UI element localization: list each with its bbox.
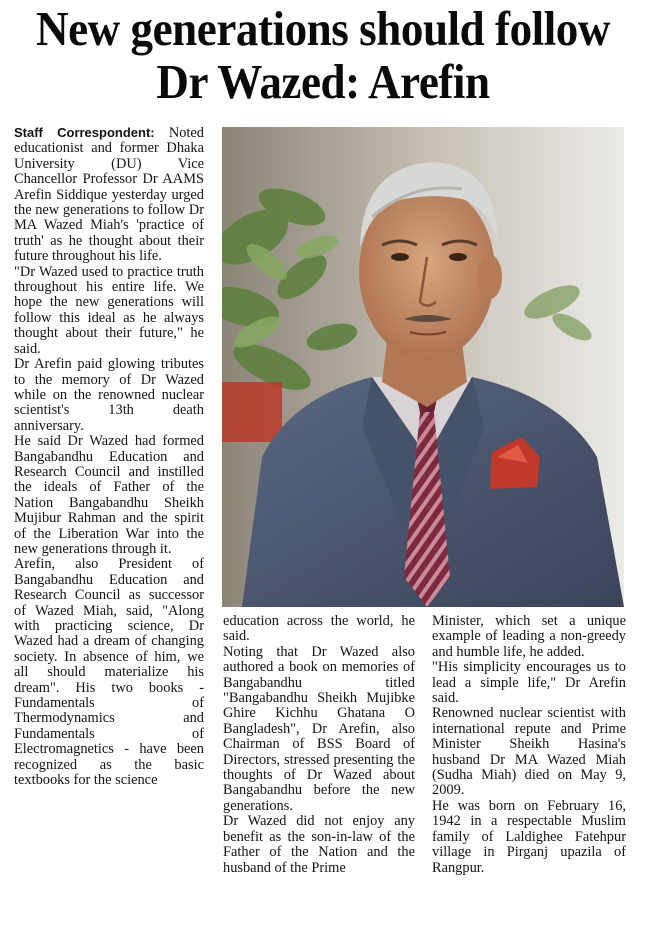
article-column-1: [14, 125, 204, 915]
paragraph: "Dr Wazed used to practice truth throughout his entire life. We hope the new generations will follow this ideal as he always thought about their future," he said.: [14, 263, 204, 357]
paragraph: Noting that Dr Wazed also authored a book on memories of Bangabandhu titled "Bangabandhu Sheikh Mujibke Ghire Kichhu Ghatana O Bangladesh", Dr Arefin, also Chairman of BSS Board of Directors, stressed presenting the thoughts of Dr Wazed about Bangabandhu before the new generations.: [223, 643, 415, 814]
paragraph: Renowned nuclear scientist with international repute and Prime Minister Sheikh Hasina's husband Dr MA Wazed Miah (Sudha Miah) died on May 9, 2009.: [432, 705, 626, 799]
paragraph: He said Dr Wazed had formed Bangabandhu Education and Research Council and instilled the ideals of Father of the Nation Bangabandhu Sheikh Mujibur Rahman and the spirit of the Liberation War into the new generations through it.: [14, 433, 204, 557]
paragraph: Dr Wazed did not enjoy any benefit as the son-in-law of the Father of the Nation and the husband of the Prime: [223, 813, 415, 876]
byline: Staff Correspondent:: [14, 125, 155, 140]
paragraph: education across the world, he said.: [223, 614, 415, 645]
paragraph: Arefin, also President of Bangabandhu Education and Research Council as successor of Wazed Miah, said, "Along with practicing science, Dr Wazed had a dream of changing society. In absence of him, we all should materialize his dream". His two books - Fundamentals of Thermodynamics and Fundamentals of Electromagnetics - have been recognized as the basic textbooks for the science: [14, 556, 204, 789]
paragraph: [14, 125, 204, 265]
article-column-2: [223, 614, 415, 914]
article-column-3: [432, 614, 626, 914]
paragraph: Minister, which set a unique example of leading a non-greedy and humble life, he added.: [432, 614, 626, 660]
headline: New generations should follow Dr Wazed: Arefin: [36, 1, 610, 109]
paragraph: "His simplicity encourages us to lead a simple life," Dr Arefin said.: [432, 659, 626, 707]
paragraph: He was born on February 16, 1942 in a respectable Muslim family of Laldighee Fatehpur village in Pirganj upazila of Rangpur.: [432, 797, 626, 876]
paragraph: Dr Arefin paid glowing tributes to the memory of Dr Wazed while on the renowned nuclear scientist's 13th death anniversary.: [14, 356, 204, 434]
portrait-photo: [222, 127, 624, 607]
portrait-illustration: [222, 127, 624, 607]
paragraph-text: Noted educationist and former Dhaka University (DU) Vice Chancellor Professor Dr AAMS Arefin Siddique yesterday urged the new generations to follow Dr MA Wazed Miah's 'practice of truth' as he thought about their future throughout his life.: [14, 125, 204, 265]
